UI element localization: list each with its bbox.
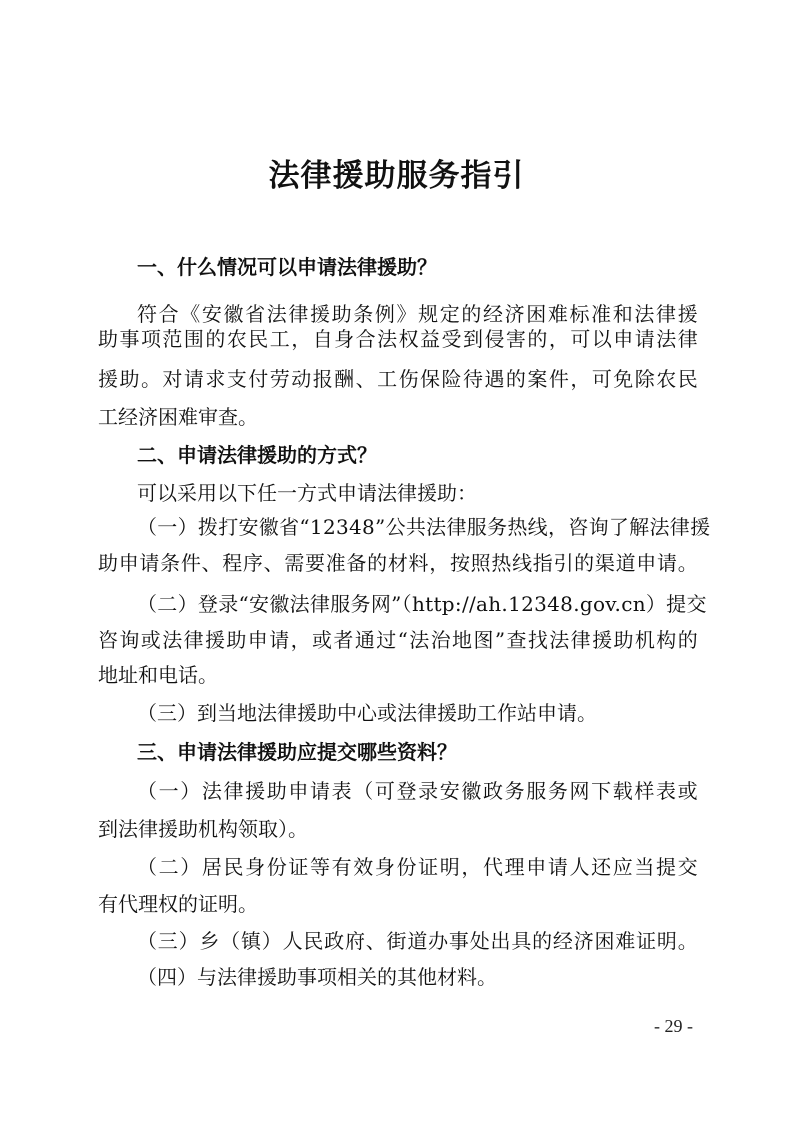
section-heading-3: 三、申请法律援助应提交哪些资料？ (137, 740, 457, 764)
paragraph-line: （一）拨打安徽省“12348”公共法律服务热线，咨询了解法律援 (137, 515, 711, 539)
paragraph-line: 助申请条件、程序、需要准备的材料，按照热线指引的渠道申请。 (98, 551, 698, 575)
page-number: - 29 - (654, 1016, 693, 1036)
section-heading-1: 一、什么情况可以申请法律援助？ (137, 255, 437, 279)
paragraph-line: （三）乡（镇）人民政府、街道办事处出具的经济困难证明。 (137, 929, 698, 953)
paragraph-line: 工经济困难审查。 (98, 405, 258, 429)
page-title: 法律援助服务指引 (268, 158, 525, 194)
paragraph-line: 符合《安徽省法律援助条例》规定的经济困难标准和法律援 (137, 302, 698, 326)
paragraph-line: 地址和电话。 (98, 663, 218, 687)
paragraph-line: （三）到当地法律援助中心或法律援助工作站申请。 (137, 701, 597, 725)
paragraph-line: 援助。对请求支付劳动报酬、工伤保险待遇的案件，可免除农民 (98, 367, 698, 391)
paragraph-line: 到法律援助机构领取）。 (98, 817, 308, 841)
paragraph-line: （一）法律援助申请表（可登录安徽政务服务网下载样表或 (137, 779, 698, 803)
paragraph-line: 可以采用以下任一方式申请法律援助： (137, 481, 477, 505)
paragraph-line: （四）与法律援助事项相关的其他材料。 (137, 965, 497, 989)
paragraph-line: （二）登录“安徽法律服务网”（http://ah.12348.gov.cn）提交 (137, 592, 707, 616)
paragraph-line: （二）居民身份证等有效身份证明，代理申请人还应当提交 (137, 855, 698, 879)
paragraph-line: 助事项范围的农民工，自身合法权益受到侵害的，可以申请法律 (98, 327, 698, 351)
paragraph-line: 有代理权的证明。 (98, 892, 258, 916)
section-heading-2: 二、申请法律援助的方式？ (137, 443, 377, 467)
paragraph-line: 咨询或法律援助申请，或者通过“法治地图”查找法律援助机构的 (98, 628, 698, 652)
